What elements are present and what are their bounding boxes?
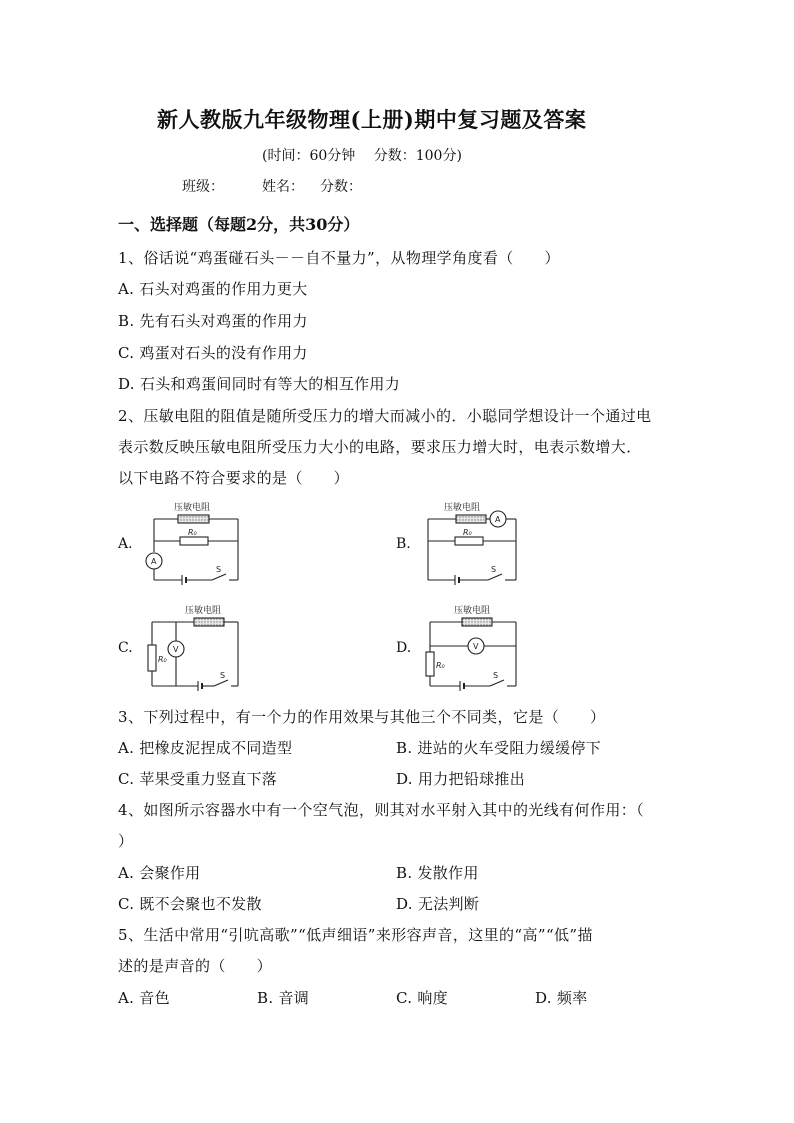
question-4-stem-line-1: 4、如图所示容器水中有一个空气泡，则其对水平射入其中的光线有何作用：（ <box>118 801 645 819</box>
question-3-stem: 3、下列过程中，有一个力的作用效果与其他三个不同类，它是（ ） <box>118 708 606 726</box>
circuit-d <box>426 618 516 691</box>
r0-label-a: R₀ <box>188 528 197 537</box>
student-class-label: 班级： <box>182 179 224 195</box>
sensor-label-b: 压敏电阻 <box>444 503 481 513</box>
r0-label-b: R₀ <box>463 528 472 537</box>
question-5-option-b: B. 音调 <box>257 989 310 1007</box>
ammeter-symbol-b: A <box>495 515 501 524</box>
sensor-label-c: 压敏电阻 <box>185 606 222 616</box>
sensor-resistor-c <box>194 618 224 626</box>
circuit-b <box>428 511 516 585</box>
ammeter-symbol-a: A <box>151 557 157 566</box>
sensor-resistor-a <box>178 515 209 523</box>
r0-resistor-a <box>180 537 208 545</box>
question-1-option-a: A. 石头对鸡蛋的作用力更大 <box>118 280 308 298</box>
sensor-label-a: 压敏电阻 <box>174 503 211 513</box>
student-score-label: 分数： <box>320 179 362 195</box>
question-3-option-b: B. 进站的火车受阻力缓缓停下 <box>396 739 602 757</box>
question-4-option-a: A. 会聚作用 <box>118 864 201 882</box>
question-5-stem-line-1: 5、生活中常用“引吭高歌”“低声细语”来形容声音，这里的“高”“低”描 <box>118 926 593 944</box>
sensor-resistor-b <box>456 515 486 523</box>
circuit-a <box>146 515 238 585</box>
switch-label-d: S <box>493 671 499 680</box>
r0-resistor-b <box>455 537 483 545</box>
switch-label-a: S <box>216 565 222 574</box>
voltmeter-symbol-d: V <box>473 642 479 651</box>
section-heading: 一、选择题（每题2分，共30分） <box>118 215 360 234</box>
question-4-option-c: C. 既不会聚也不发散 <box>118 895 262 913</box>
r0-resistor-c <box>148 645 156 671</box>
sensor-resistor-d <box>462 618 492 626</box>
question-5-option-d: D. 频率 <box>535 989 588 1007</box>
sensor-label-d: 压敏电阻 <box>454 606 491 616</box>
question-2-stem-line-1: 2、压敏电阻的阻值是随所受压力的增大而减小的．小聪同学想设计一个通过电 <box>118 407 652 425</box>
question-5-option-c: C. 响度 <box>396 989 448 1007</box>
question-3-option-d: D. 用力把铅球推出 <box>396 770 526 788</box>
r0-resistor-d <box>426 652 434 676</box>
question-3-option-c: C. 苹果受重力竖直下落 <box>118 770 278 788</box>
question-1-option-c: C. 鸡蛋对石头的没有作用力 <box>118 344 308 362</box>
question-4-option-d: D. 无法判断 <box>396 895 480 913</box>
circuit-c-label: C. <box>118 640 133 656</box>
question-4-option-b: B. 发散作用 <box>396 864 479 882</box>
question-2-stem-line-2: 表示数反映压敏电阻所受压力大小的电路，要求压力增大时，电表示数增大． <box>118 438 642 456</box>
question-2-stem-line-3: 以下电路不符合要求的是（ ） <box>118 469 350 487</box>
question-1-option-b: B. 先有石头对鸡蛋的作用力 <box>118 312 308 330</box>
question-4-stem-line-2: ） <box>118 832 134 850</box>
student-name-label: 姓名： <box>262 179 304 195</box>
page-title: 新人教版九年级物理(上册)期中复习题及答案 <box>157 107 587 132</box>
voltmeter-symbol-c: V <box>173 645 179 654</box>
circuit-a-label: A. <box>118 536 133 552</box>
question-1-stem: 1、俗话说“鸡蛋碰石头－－自不量力”，从物理学角度看（ ） <box>118 249 560 267</box>
switch-label-c: S <box>220 671 226 680</box>
r0-label-d: R₀ <box>436 661 445 670</box>
r0-label-c: R₀ <box>158 655 167 664</box>
circuit-b-label: B. <box>396 536 411 552</box>
question-3-option-a: A. 把橡皮泥捏成不同造型 <box>118 739 293 757</box>
exam-info: (时间：60分钟 分数：100分) <box>262 148 462 164</box>
question-5-option-a: A. 音色 <box>118 989 170 1007</box>
switch-label-b: S <box>491 565 497 574</box>
circuit-d-label: D. <box>396 640 412 656</box>
question-5-stem-line-2: 述的是声音的（ ） <box>118 957 273 975</box>
question-1-option-d: D. 石头和鸡蛋间同时有等大的相互作用力 <box>118 375 401 393</box>
